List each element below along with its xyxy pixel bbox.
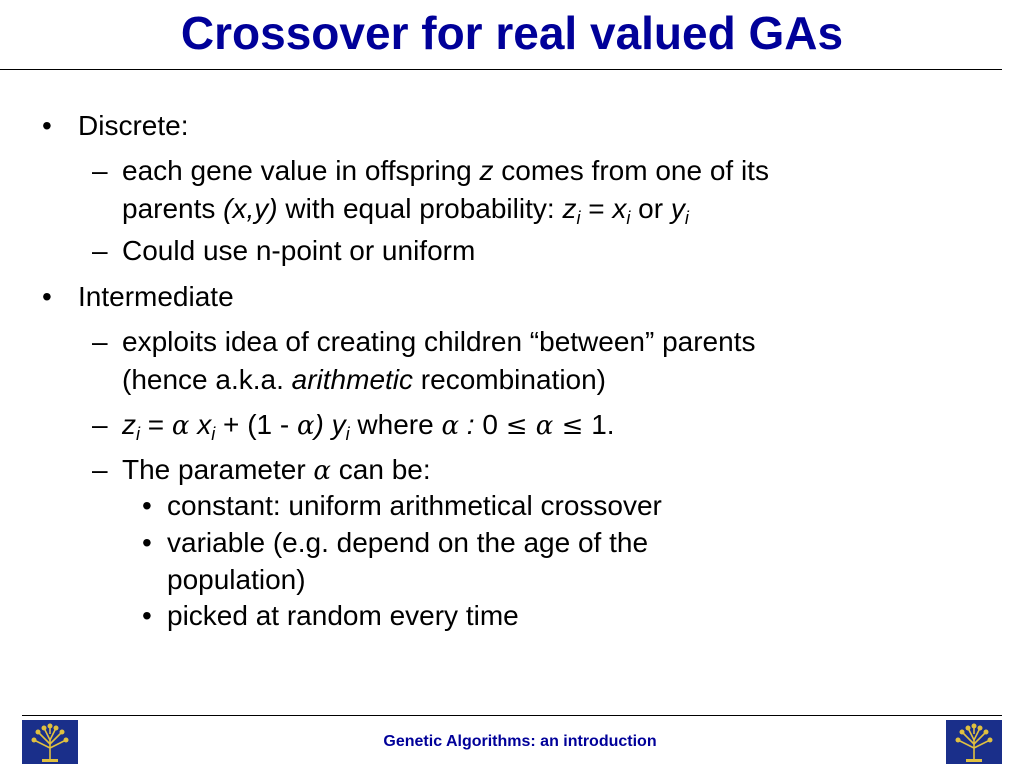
- bullet-marker: •: [142, 527, 152, 558]
- discrete-desc-line2: parents (x,y) with equal probability: $z_i = x_i$ or $y_i$: [122, 193, 689, 228]
- dash-marker: –: [92, 235, 108, 266]
- bullet-discrete: Discrete:: [78, 110, 189, 141]
- intermediate-desc-line1: exploits idea of creating children “between” parents: [122, 326, 756, 357]
- param-random: picked at random every time: [167, 600, 519, 631]
- dash-marker: –: [92, 155, 108, 186]
- dash-marker: –: [92, 454, 108, 485]
- bullet-marker: •: [142, 600, 152, 631]
- param-variable-line2: population): [167, 564, 306, 595]
- tree-logo-icon: [946, 720, 1002, 764]
- bullet-marker: •: [42, 281, 52, 312]
- param-variable-line1: variable (e.g. depend on the age of the: [167, 527, 649, 558]
- intermediate-desc-line2: (hence a.k.a. arithmetic recombination): [122, 364, 607, 395]
- bullet-marker: •: [42, 110, 52, 141]
- parameter-intro: The parameter α can be:: [122, 454, 431, 486]
- footer-divider: [22, 715, 1002, 716]
- title-divider: [0, 69, 1002, 70]
- discrete-npoint: Could use n-point or uniform: [122, 235, 476, 266]
- footer-text: Genetic Algorithms: an introduction: [383, 733, 657, 750]
- arithmetic-formula: $z_i = \alpha$ $x_i + (1 - \alpha)$ $y_i$ where α : 0 ≤ α ≤ 1.: [122, 409, 615, 444]
- bullet-intermediate: Intermediate: [78, 281, 234, 312]
- discrete-desc-line1: each gene value in offspring z comes from one of its: [122, 155, 769, 186]
- dash-marker: –: [92, 326, 108, 357]
- dash-marker: –: [92, 409, 108, 440]
- param-constant: constant: uniform arithmetical crossover: [167, 490, 662, 521]
- slide-title: Crossover for real valued GAs: [180, 7, 844, 59]
- bullet-marker: •: [142, 490, 152, 521]
